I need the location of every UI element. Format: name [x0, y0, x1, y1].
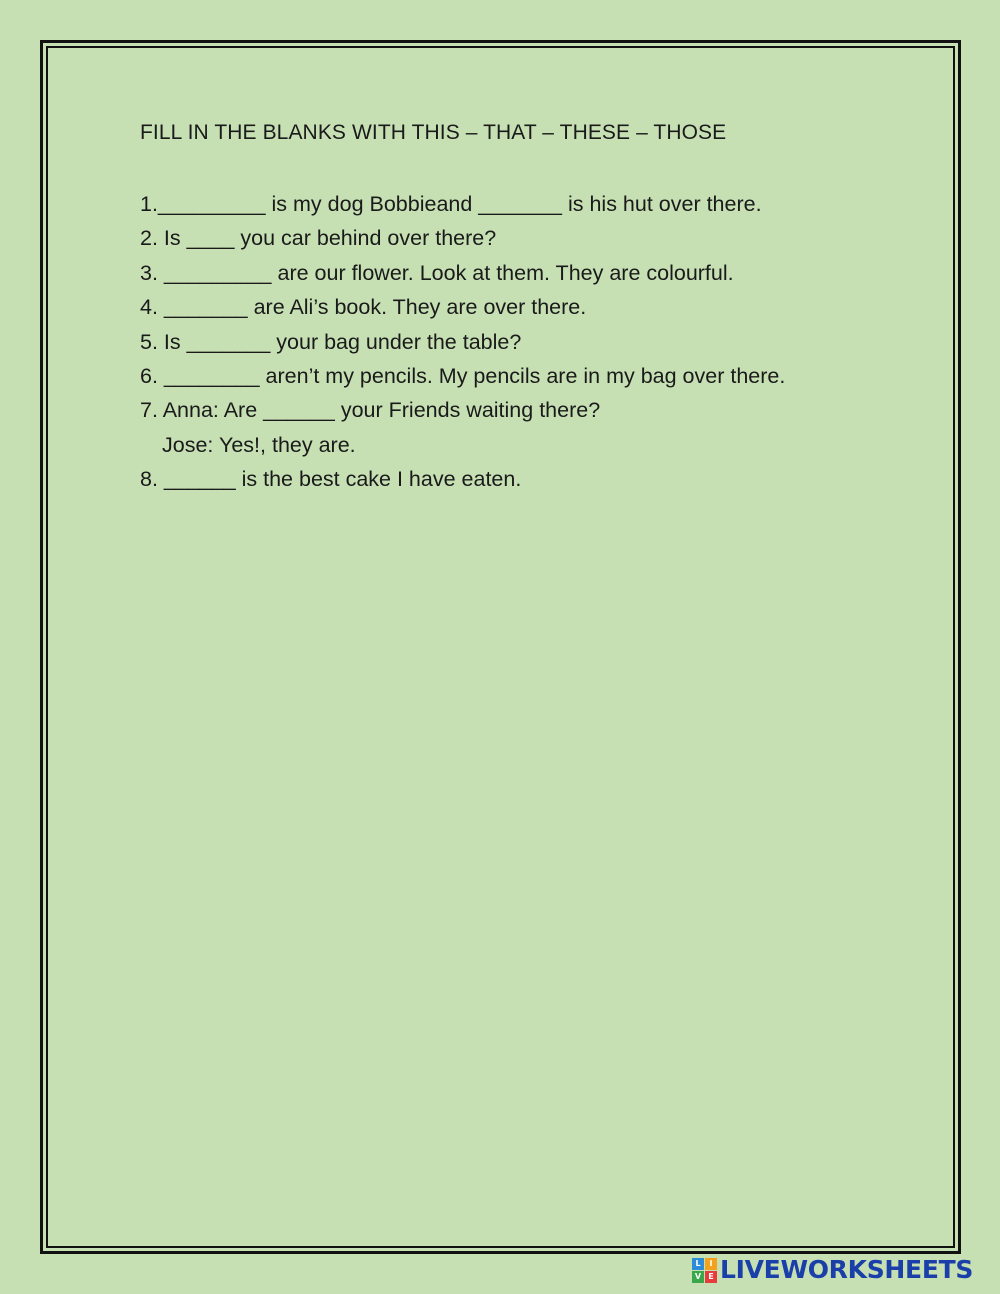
liveworksheets-logo [692, 1255, 973, 1285]
question-5: 5. Is _______ your bag under the table? [140, 329, 522, 354]
question-8: 8. ______ is the best cake I have eaten. [140, 467, 522, 492]
logo-square-v: V [692, 1271, 704, 1283]
question-3: 3. _________ are our flower. Look at them. They are colourful. [140, 260, 734, 285]
question-1: 1._________ is my dog Bobbieand _______ is his hut over there. [140, 192, 762, 216]
question-4: 4. _______ are Ali’s book. They are over there. [140, 295, 587, 320]
logo-square-i: I [705, 1258, 717, 1270]
logo-wordmark: LIVEWORKSHEETS [720, 1255, 974, 1284]
question-6: 6. ________ aren’t my pencils. My pencils are in my bag over there. [140, 364, 786, 389]
question-list [140, 187, 785, 497]
worksheet-heading: FILL IN THE BLANKS WITH THIS – THAT – THESE – THOSE [140, 121, 727, 144]
logo-square-l: L [692, 1258, 704, 1270]
logo-mark-icon [692, 1258, 717, 1283]
question-7-answer-line: Jose: Yes!, they are. [162, 432, 356, 457]
question-2: 2. Is ____ you car behind over there? [140, 226, 497, 251]
question-7: 7. Anna: Are ______ your Friends waiting there? [140, 398, 601, 423]
logo-square-e: E [705, 1271, 717, 1283]
